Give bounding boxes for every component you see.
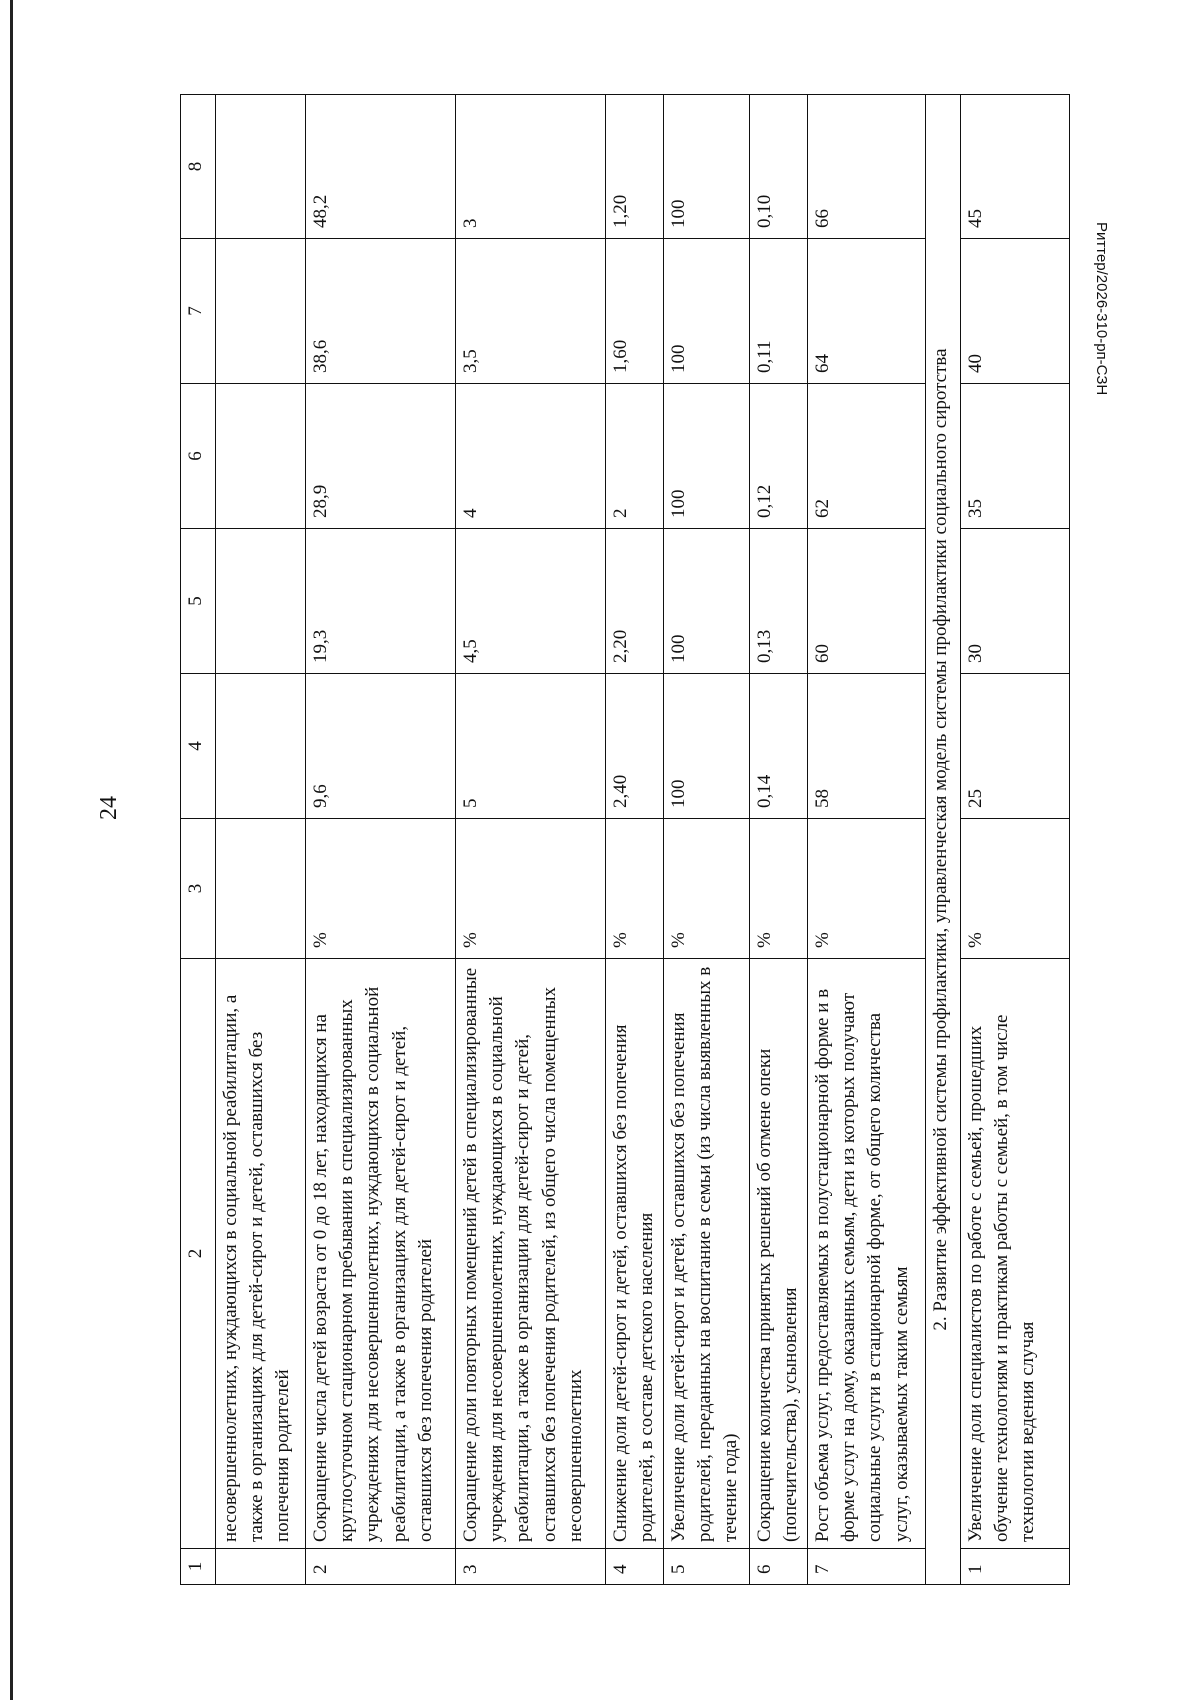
value-cell: 66	[808, 95, 926, 239]
value-cell: 35	[961, 384, 1070, 529]
value-cell: 30	[961, 529, 1070, 674]
table-row	[961, 95, 1070, 1585]
row-number: 4	[606, 1549, 664, 1585]
header-cell: 4	[181, 674, 216, 819]
unit-cell: %	[664, 819, 750, 959]
indicator-text: Увеличение доли специалистов по работе с семьей, прошедших обучение технологиям и практикам работы с семьей, в том числе технологии ведения случая	[961, 959, 1070, 1549]
value-cell: 2,40	[606, 674, 664, 819]
indicator-text: Рост объема услуг, предоставляемых в полустационарной форме и в форме услуг на дому, оказанных семьям, дети из которых получают социальные услуги в стационарной форме, от общего количества услуг, оказываемых таким семьям	[808, 959, 926, 1549]
row-number: 7	[808, 1549, 926, 1585]
page-number: 24	[96, 796, 122, 820]
value-cell: 0,12	[750, 384, 808, 529]
value-cell: 40	[961, 239, 1070, 384]
value-cell: 0,10	[750, 95, 808, 239]
row-number: 6	[750, 1549, 808, 1585]
value-cell: 4	[456, 384, 606, 529]
value-cell: 100	[664, 95, 750, 239]
unit-cell: %	[606, 819, 664, 959]
row-number: 2	[306, 1549, 456, 1585]
value-cell: 9,6	[306, 674, 456, 819]
value-cell: 3	[456, 95, 606, 239]
value-cell: 5	[456, 674, 606, 819]
unit-cell: %	[750, 819, 808, 959]
header-cell: 6	[181, 384, 216, 529]
value-cell: 19,3	[306, 529, 456, 674]
value-cell: 45	[961, 95, 1070, 239]
value-cell: 1,20	[606, 95, 664, 239]
value-cell: 100	[664, 239, 750, 384]
row-number: 5	[664, 1549, 750, 1585]
value-cell	[216, 95, 306, 239]
section-title: 2. Развитие эффективной системы профилактики, управленческая модель системы профилактики социального сиротства	[926, 95, 961, 1585]
unit-cell: %	[961, 819, 1070, 959]
row-number: 3	[456, 1549, 606, 1585]
value-cell: 64	[808, 239, 926, 384]
unit-cell: %	[306, 819, 456, 959]
row-number	[216, 1549, 306, 1585]
indicator-text: Снижение доли детей-сирот и детей, оставшихся без попечения родителей, в составе детского населения	[606, 959, 664, 1549]
table-row	[664, 95, 750, 1585]
value-cell: 48,2	[306, 95, 456, 239]
value-cell: 100	[664, 384, 750, 529]
header-cell: 5	[181, 529, 216, 674]
unit-cell: %	[808, 819, 926, 959]
header-cell: 7	[181, 239, 216, 384]
value-cell: 58	[808, 674, 926, 819]
table-row	[456, 95, 606, 1585]
value-cell	[216, 674, 306, 819]
header-cell: 2	[181, 959, 216, 1549]
value-cell: 100	[664, 674, 750, 819]
value-cell: 1,60	[606, 239, 664, 384]
rotated-table-container	[180, 95, 1070, 1585]
indicator-text: Сокращение числа детей возраста от 0 до 18 лет, находящихся на круглосуточном стационарном пребывании в специализированных учреждениях для несовершеннолетних, нуждающихся в социальной реабилитации, а также в организациях для детей-сирот и детей, оставшихся без попечения родителей	[306, 959, 456, 1549]
indicator-text: несовершеннолетних, нуждающихся в социальной реабилитации, а также в организациях для детей-сирот и детей, оставшихся без попечения родителей	[216, 959, 306, 1549]
header-cell: 8	[181, 95, 216, 239]
scan-edge	[10, 0, 13, 1700]
header-cell: 3	[181, 819, 216, 959]
indicator-text: Увеличение доли детей-сирот и детей, оставшихся без попечения родителей, переданных на воспитание в семьи (из числа выявленных в течение года)	[664, 959, 750, 1549]
table-row	[216, 95, 306, 1585]
value-cell: 25	[961, 674, 1070, 819]
table-row	[808, 95, 926, 1585]
value-cell: 4,5	[456, 529, 606, 674]
document-code: Риттер/2026-310-рп-СЗН	[1093, 222, 1110, 396]
section-row	[926, 95, 961, 1585]
value-cell: 2	[606, 384, 664, 529]
value-cell: 2,20	[606, 529, 664, 674]
value-cell	[216, 529, 306, 674]
table-row	[750, 95, 808, 1585]
unit-cell	[216, 819, 306, 959]
value-cell: 0,11	[750, 239, 808, 384]
value-cell	[216, 384, 306, 529]
table-row	[306, 95, 456, 1585]
value-cell: 38,6	[306, 239, 456, 384]
row-number: 1	[961, 1549, 1070, 1585]
header-row	[181, 95, 216, 1585]
indicators-table	[180, 94, 1070, 1585]
unit-cell: %	[456, 819, 606, 959]
value-cell: 3,5	[456, 239, 606, 384]
value-cell: 100	[664, 529, 750, 674]
header-cell: 1	[181, 1549, 216, 1585]
value-cell: 0,14	[750, 674, 808, 819]
value-cell: 28,9	[306, 384, 456, 529]
value-cell	[216, 239, 306, 384]
value-cell: 0,13	[750, 529, 808, 674]
indicator-text: Сокращение доли повторных помещений детей в специализированные учреждения для несовершеннолетних, нуждающихся в социальной реабилитации, а также в организации для детей-сирот и детей, оставшихся без попечения родителей, из общего числа помещенных несовершеннолетних	[456, 959, 606, 1549]
indicator-text: Сокращение количества принятых решений об отмене опеки (попечительства), усыновления	[750, 959, 808, 1549]
table-row	[606, 95, 664, 1585]
value-cell: 60	[808, 529, 926, 674]
value-cell: 62	[808, 384, 926, 529]
